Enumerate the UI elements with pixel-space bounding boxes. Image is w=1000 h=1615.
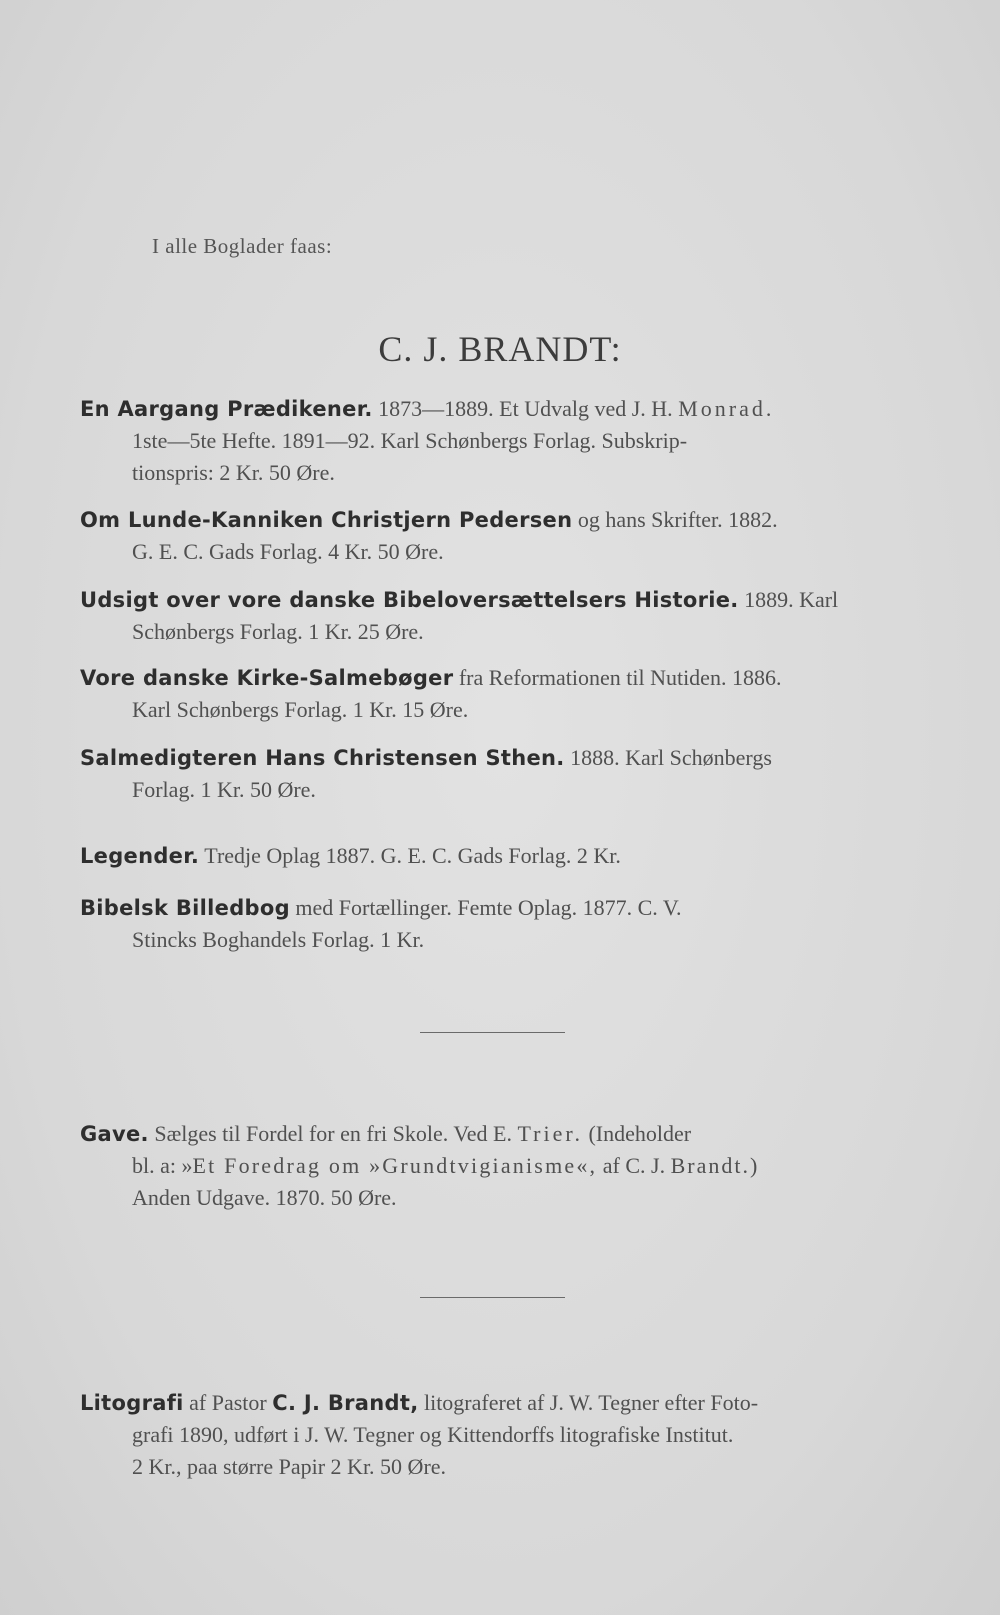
entry-title: Legender. — [80, 844, 200, 868]
entry-text: ) — [749, 1153, 758, 1178]
entry-bibelsk-billedbog — [80, 892, 900, 956]
entry-title: Om Lunde-Kanniken Christjern Pedersen — [80, 508, 573, 532]
entry-title: Salmedigteren Hans Christensen Sthen. — [80, 746, 565, 770]
entry-line — [80, 1387, 900, 1419]
entry-title: Gave. — [80, 1122, 149, 1146]
entry-legender — [80, 840, 900, 872]
entry-line — [80, 1118, 900, 1150]
entry-text: og hans Skrifter. 1882. — [572, 507, 778, 532]
section-divider — [420, 1297, 565, 1298]
entry-text: Tredje Oplag 1887. G. E. C. Gads Forlag. 2 Kr. — [199, 843, 621, 868]
entry-text: fra Reformationen til Nutiden. 1886. — [453, 665, 782, 690]
entry-text: Sælges til Fordel for en fri Skole. Ved E. — [148, 1121, 518, 1146]
entry-text-spaced: Trier. — [517, 1121, 583, 1146]
entry-salmedigteren — [80, 742, 900, 806]
entry-title: Litografi — [80, 1391, 184, 1415]
intro-text: I alle Boglader faas: — [152, 234, 333, 258]
entry-text: 1873—1889. Et Udvalg ved J. H. — [372, 396, 679, 421]
entry-line — [80, 393, 900, 425]
entry-text: med Fortællinger. Femte Oplag. 1877. C. V. — [289, 895, 682, 920]
entry-line: Forlag. 1 Kr. 50 Øre. — [132, 777, 316, 802]
entry-text-spaced: Et Foredrag om »Grundtvigianisme«, — [192, 1153, 598, 1178]
entry-line: G. E. C. Gads Forlag. 4 Kr. 50 Øre. — [132, 539, 444, 564]
entry-title: En Aargang Prædikener. — [80, 397, 373, 421]
entry-title-bold: C. J. Brandt, — [272, 1391, 419, 1415]
entry-lunde-kanniken — [80, 504, 900, 568]
entry-title: Udsigt over vore danske Bibeloversættelsers Historie. — [80, 588, 739, 612]
entry-text: af C. J. — [597, 1153, 671, 1178]
entry-text-spaced: Monrad. — [678, 396, 775, 421]
entry-text: bl. a: » — [132, 1153, 193, 1178]
entry-line: Schønbergs Forlag. 1 Kr. 25 Øre. — [132, 619, 424, 644]
entry-udsigt — [80, 584, 900, 648]
entry-line: grafi 1890, udført i J. W. Tegner og Kittendorffs litografiske Institut. — [132, 1422, 734, 1447]
entry-line — [80, 584, 900, 616]
entry-title: Bibelsk Billedbog — [80, 896, 290, 920]
entry-line: 2 Kr., paa større Papir 2 Kr. 50 Øre. — [132, 1454, 447, 1479]
entry-title: Vore danske Kirke-Salmebøger — [80, 666, 454, 690]
entry-line — [80, 840, 900, 872]
entry-line: 1ste—5te Hefte. 1891—92. Karl Schønbergs Forlag. Subskrip- — [132, 428, 688, 453]
entry-text-spaced: Brandt. — [670, 1153, 750, 1178]
entry-kirke-salmeboger — [80, 662, 900, 726]
entry-aargang — [80, 393, 900, 489]
entry-line: tionspris: 2 Kr. 50 Øre. — [132, 460, 335, 485]
entry-line — [80, 892, 900, 924]
entry-text: af Pastor — [183, 1390, 273, 1415]
entry-line — [80, 504, 900, 536]
entry-text: 1889. Karl — [738, 587, 839, 612]
entry-line: Stincks Boghandels Forlag. 1 Kr. — [132, 927, 425, 952]
entry-line — [80, 742, 900, 774]
entry-line: Anden Udgave. 1870. 50 Øre. — [132, 1185, 397, 1210]
author-heading: C. J. BRANDT: — [378, 329, 622, 369]
entry-line — [80, 1150, 900, 1182]
section-divider — [420, 1032, 565, 1033]
entry-line — [80, 662, 900, 694]
entry-line: Karl Schønbergs Forlag. 1 Kr. 15 Øre. — [132, 697, 469, 722]
entry-text: (Indeholder — [582, 1121, 692, 1146]
entry-gave — [80, 1118, 900, 1214]
entry-text: 1888. Karl Schønbergs — [564, 745, 772, 770]
entry-litografi — [80, 1387, 900, 1483]
entry-text: litograferet af J. W. Tegner efter Foto- — [418, 1390, 759, 1415]
